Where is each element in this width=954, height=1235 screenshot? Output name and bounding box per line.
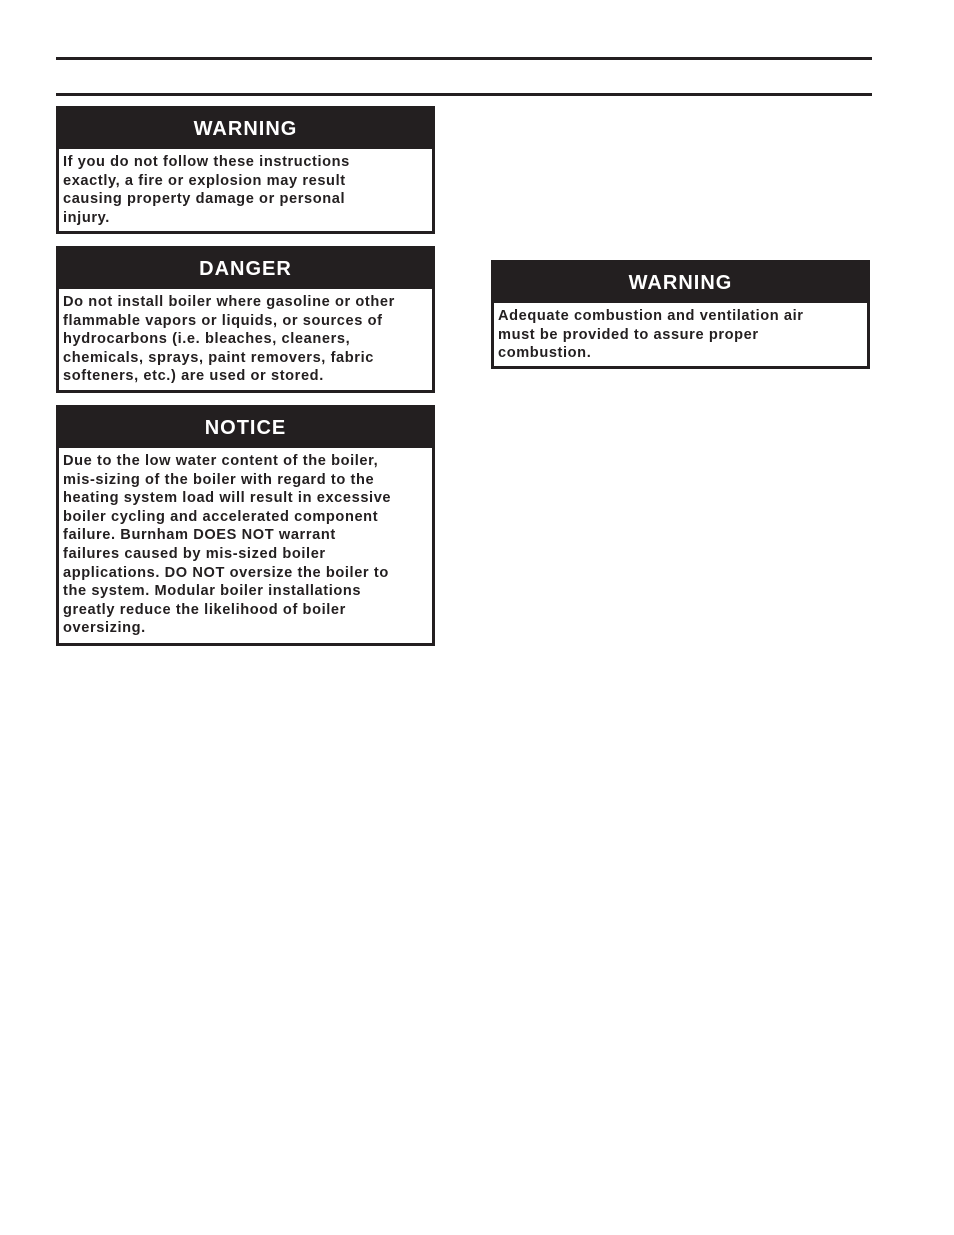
header-rule-top — [56, 57, 872, 60]
warning-callout-text: Adequate combustion and ventilation air must be provided to assure proper combustion. — [498, 308, 804, 362]
warning-callout-combustion-air — [491, 260, 870, 369]
header-rule-bottom — [56, 93, 872, 96]
warning-callout-title: WARNING — [494, 263, 867, 303]
notice-callout-title: NOTICE — [59, 408, 432, 448]
warning-callout-fire-explosion — [56, 106, 435, 234]
warning-callout-title: WARNING — [59, 109, 432, 149]
warning-callout-body — [59, 149, 432, 231]
danger-callout-text: Do not install boiler where gasoline or other flammable vapors or liquids, or sources of hydrocarbons (i.e. bleaches, cleaners, chemicals, sprays, paint removers, fabric softeners, etc.) are used or stored. — [63, 294, 395, 385]
notice-callout-text: Due to the low water content of the boiler, mis-sizing of the boiler with regard to the heating system load will result in excessive boiler cycling and accelerated component failure. Burnham DOES NOT warrant failures caused by mis-sized boiler applications. DO NOT oversize the boiler to the system. Modular boiler installations greatly reduce the likelihood of boiler oversizing. — [63, 453, 392, 637]
notice-callout-sizing — [56, 405, 435, 646]
danger-callout-title: DANGER — [59, 249, 432, 289]
warning-callout-body — [494, 303, 867, 367]
warning-callout-text: If you do not follow these instructions exactly, a fire or explosion may result causing property damage or personal injury. — [63, 154, 350, 226]
danger-callout-body — [59, 289, 432, 390]
danger-callout-flammables — [56, 246, 435, 393]
notice-callout-body — [59, 448, 432, 642]
